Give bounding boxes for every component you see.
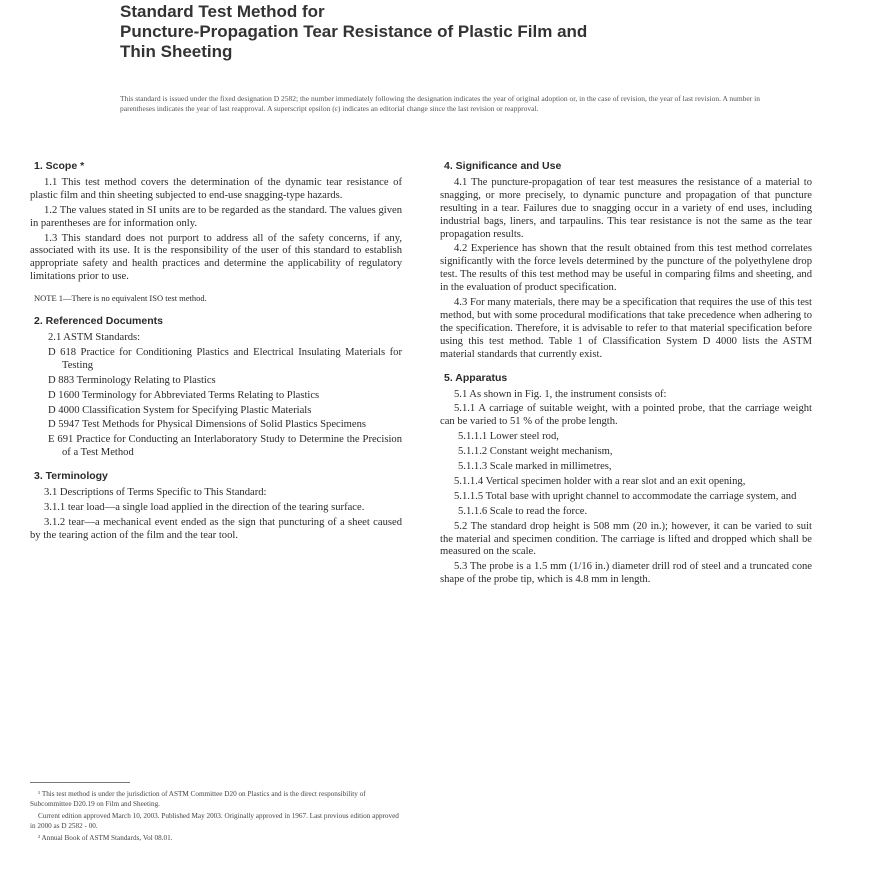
paragraph: 5.2 The standard drop height is 508 mm (20 in.); however, it can be varied to suit the material and specimen condition. The carriage is lifted and dropped which shall be measured on the scale. [440, 520, 812, 558]
list-item: 5.1.1.6 Scale to read the force. [458, 505, 588, 517]
list-item: 5.1.1.2 Constant weight mechanism, [458, 446, 613, 458]
document-title [120, 2, 760, 62]
title-line-2: Puncture-Propagation Tear Resistance of Plastic Film and [120, 22, 588, 41]
paragraph: 4.2 Experience has shown that the result obtained from this test method correlates significantly with the force levels determined by the puncture of the polyethylene drop test. The results of this test method may be useful in comparing films and sheeting, and in the evaluation of product specification. [440, 243, 812, 294]
footnote: Current edition approved March 10, 2003. Published May 2003. Originally approved in 1967. Last previous edition approved in 2000 as D 2582 - 00. [30, 812, 399, 830]
footnote: ² Annual Book of ASTM Standards, Vol 08.01. [38, 834, 173, 843]
section-heading-references: 2. Referenced Documents [34, 315, 163, 328]
section-heading-apparatus: 5. Apparatus [444, 371, 508, 384]
paragraph: 5.1 As shown in Fig. 1, the instrument consists of: [454, 388, 667, 400]
paragraph: 1.1 This test method covers the determination of the dynamic tear resistance of plastic film and thin sheeting subjected to end-use snagging-type hazards. [30, 176, 402, 201]
reference-item: E 691 Practice for Conducting an Interlaboratory Study to Determine the Precision of a Test Method [48, 434, 402, 459]
footnote: ¹ This test method is under the jurisdiction of ASTM Committee D20 on Plastics and is the direct responsibility of Subcommittee D20.19 on Film and Sheeting. [30, 790, 366, 808]
footnote-divider [30, 782, 130, 783]
designation-notice: This standard is issued under the fixed designation D 2582; the number immediately following the designation indicates the year of original adoption or, in the case of revision, the year of last revision. A number in parentheses indicates the year of last reapproval. A superscript epsilon (ε) indicates an editorial change since the last revision or reapproval. [120, 94, 760, 113]
paragraph: 1.2 The values stated in SI units are to be regarded as the standard. The values given in parentheses are for information only. [30, 204, 402, 229]
right-column [440, 156, 812, 589]
footnotes [30, 790, 405, 847]
reference-item: D 4000 Classification System for Specifying Plastic Materials [48, 404, 312, 416]
paragraph: 1.3 This standard does not purport to address all of the safety concerns, if any, associated with its use. It is the responsibility of the user of this standard to establish appropriate safety and health practices and determine the applicability of regulatory limitations prior to use. [30, 232, 402, 283]
paragraph: 5.3 The probe is a 1.5 mm (1/16 in.) diameter drill rod of steel and a truncated cone shape of the probe tip, which is 4.8 mm in length. [440, 561, 812, 586]
paragraph: 4.1 The puncture-propagation of tear test measures the resistance of a material to snagging, or more precisely, to dynamic puncture and propagation of that puncture resulting in a tear. Failures due to snagging occur in a variety of end uses, including industrial bags, liners, and tarpaulins. This tear resistance is not the same as the tear propagation results. [440, 176, 812, 240]
paragraph: 4.3 For many materials, there may be a specification that requires the use of this test method, but with some procedural modifications that take precedence when adhering to the specification. Therefore, it is advisable to refer to that material specification before using this test method. Table 1 of Classification System D 4000 lists the ASTM material standards that currently exist. [440, 297, 812, 360]
paragraph: 5.1.1.5 Total base with upright channel to accommodate the carriage system, and [454, 490, 797, 502]
section-heading-scope: 1. Scope * [34, 160, 85, 172]
list-item: 5.1.1.3 Scale marked in millimetres, [458, 461, 612, 473]
reference-item: D 618 Practice for Conditioning Plastics and Electrical Insulating Materials for Testing [48, 346, 402, 371]
note: NOTE 1—There is no equivalent ISO test method. [34, 293, 207, 304]
paragraph: 5.1.1 A carriage of suitable weight, with a pointed probe, that the carriage weight can be varied to 51 % of the probe length. [440, 403, 812, 428]
reference-item: D 883 Terminology Relating to Plastics [48, 374, 216, 386]
list-item: 5.1.1.1 Lower steel rod, [458, 431, 559, 443]
section-heading-terminology: 3. Terminology [34, 470, 108, 483]
paragraph: 3.1 Descriptions of Terms Specific to This Standard: [44, 487, 267, 499]
paragraph: 3.1.2 tear—a mechanical event ended as the sign that puncturing of a sheet caused by the tearing action of the film and the tear tool. [30, 516, 402, 541]
paragraph: 5.1.1.4 Vertical specimen holder with a rear slot and an exit opening, [454, 475, 746, 487]
reference-item: 2.1 ASTM Standards: [48, 331, 141, 343]
reference-item: D 5947 Test Methods for Physical Dimensions of Solid Plastics Specimens [48, 419, 367, 431]
reference-item: D 1600 Terminology for Abbreviated Terms Relating to Plastics [48, 389, 320, 401]
title-line-1: Standard Test Method for [120, 2, 325, 21]
paragraph: 3.1.1 tear load—a single load applied in the direction of the tearing surface. [44, 501, 365, 513]
section-heading-significance: 4. Significance and Use [444, 160, 562, 172]
title-line-3: Thin Sheeting [120, 42, 233, 61]
left-column [30, 156, 402, 545]
